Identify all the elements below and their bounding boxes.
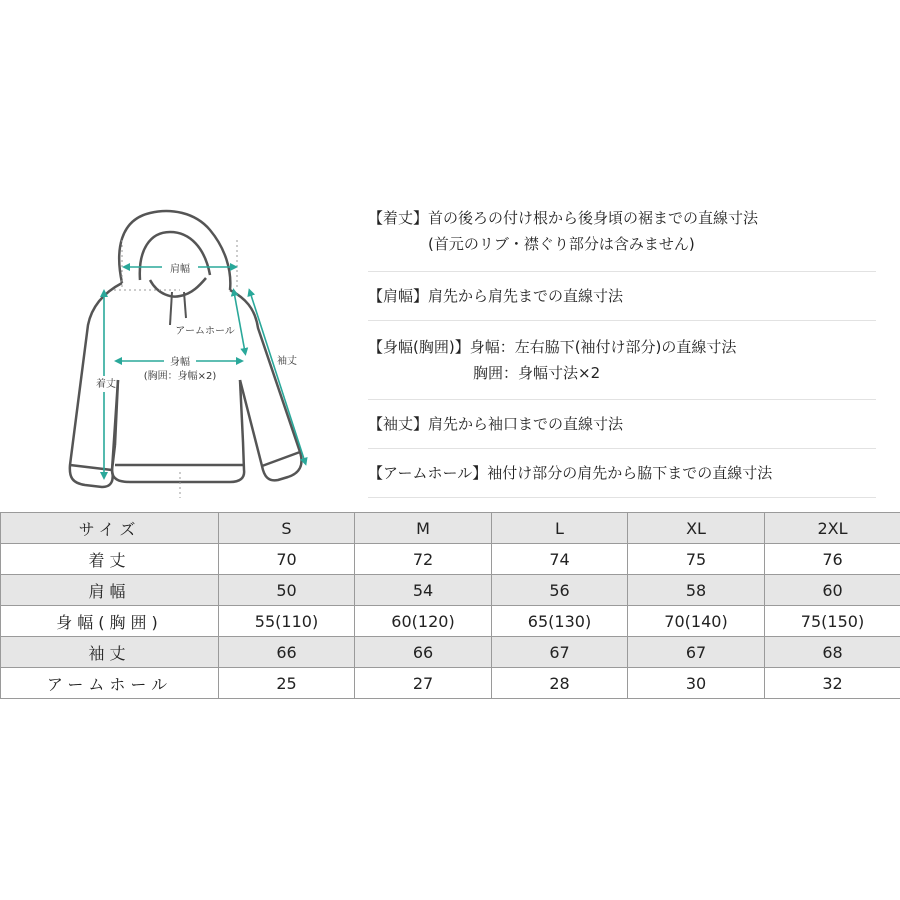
header-size-m: M	[355, 513, 492, 544]
row-label: 袖丈	[1, 637, 219, 668]
description-length	[368, 205, 876, 257]
description-line: 【身幅(胸囲)】身幅：左右脇下(袖付け部分)の直線寸法	[368, 338, 737, 356]
table-cell: 70	[219, 544, 355, 575]
table-cell: 66	[355, 637, 492, 668]
description-line: 胸囲：身幅寸法×2	[368, 364, 601, 382]
diagram-label-shoulder: 肩幅	[170, 264, 190, 275]
table-cell: 60	[765, 575, 900, 606]
table-cell: 70(140)	[628, 606, 765, 637]
description-line: 【アームホール】袖付け部分の肩先から脇下までの直線寸法	[368, 464, 773, 482]
table-cell: 67	[628, 637, 765, 668]
table-cell: 60(120)	[355, 606, 492, 637]
row-label: 肩幅	[1, 575, 219, 606]
description-line: 【肩幅】肩先から肩先までの直線寸法	[368, 287, 624, 305]
table-cell: 76	[765, 544, 900, 575]
table-row	[1, 668, 900, 699]
header-size-s: S	[219, 513, 355, 544]
divider	[368, 448, 876, 449]
row-label: 身幅(胸囲)	[1, 606, 219, 637]
table-cell: 67	[492, 637, 628, 668]
table-cell: 55(110)	[219, 606, 355, 637]
diagram-label-chest: (胸囲：身幅×2)	[143, 371, 217, 382]
table-cell: 72	[355, 544, 492, 575]
guide-lines	[114, 240, 237, 498]
hoodie-measurement-diagram	[0, 180, 340, 510]
header-size-xl: XL	[628, 513, 765, 544]
description-armhole	[368, 460, 876, 486]
table-row	[1, 637, 900, 668]
divider	[368, 497, 876, 498]
description-line: (首元のリブ・襟ぐり部分は含みません)	[368, 235, 695, 253]
table-cell: 25	[219, 668, 355, 699]
divider	[368, 320, 876, 321]
diagram-label-body-width: 身幅	[170, 357, 190, 368]
table-header-row	[1, 513, 900, 544]
description-line: 【袖丈】肩先から袖口までの直線寸法	[368, 415, 624, 433]
table-cell: 30	[628, 668, 765, 699]
header-size-2xl: 2XL	[765, 513, 900, 544]
table-cell: 68	[765, 637, 900, 668]
table-cell: 56	[492, 575, 628, 606]
table-cell: 58	[628, 575, 765, 606]
description-line: 【着丈】首の後ろの付け根から後身頃の裾までの直線寸法	[368, 209, 759, 227]
table-cell: 54	[355, 575, 492, 606]
table-row	[1, 575, 900, 606]
row-label: 着丈	[1, 544, 219, 575]
description-sleeve	[368, 411, 876, 437]
table-cell: 66	[219, 637, 355, 668]
row-label: アームホール	[1, 668, 219, 699]
description-body-width	[368, 334, 876, 386]
table-row	[1, 544, 900, 575]
divider	[368, 271, 876, 272]
diagram-label-length: 着丈	[96, 379, 116, 390]
table-row	[1, 606, 900, 637]
size-chart-table	[0, 512, 900, 699]
table-cell: 74	[492, 544, 628, 575]
table-cell: 75(150)	[765, 606, 900, 637]
table-cell: 65(130)	[492, 606, 628, 637]
diagram-label-sleeve: 袖丈	[277, 356, 297, 367]
header-size-l: L	[492, 513, 628, 544]
header-size-label: サイズ	[1, 513, 219, 544]
table-cell: 32	[765, 668, 900, 699]
diagram-label-armhole: アームホール	[175, 326, 235, 337]
table-cell: 75	[628, 544, 765, 575]
table-cell: 27	[355, 668, 492, 699]
divider	[368, 399, 876, 400]
description-shoulder	[368, 283, 876, 309]
table-cell: 28	[492, 668, 628, 699]
table-cell: 50	[219, 575, 355, 606]
